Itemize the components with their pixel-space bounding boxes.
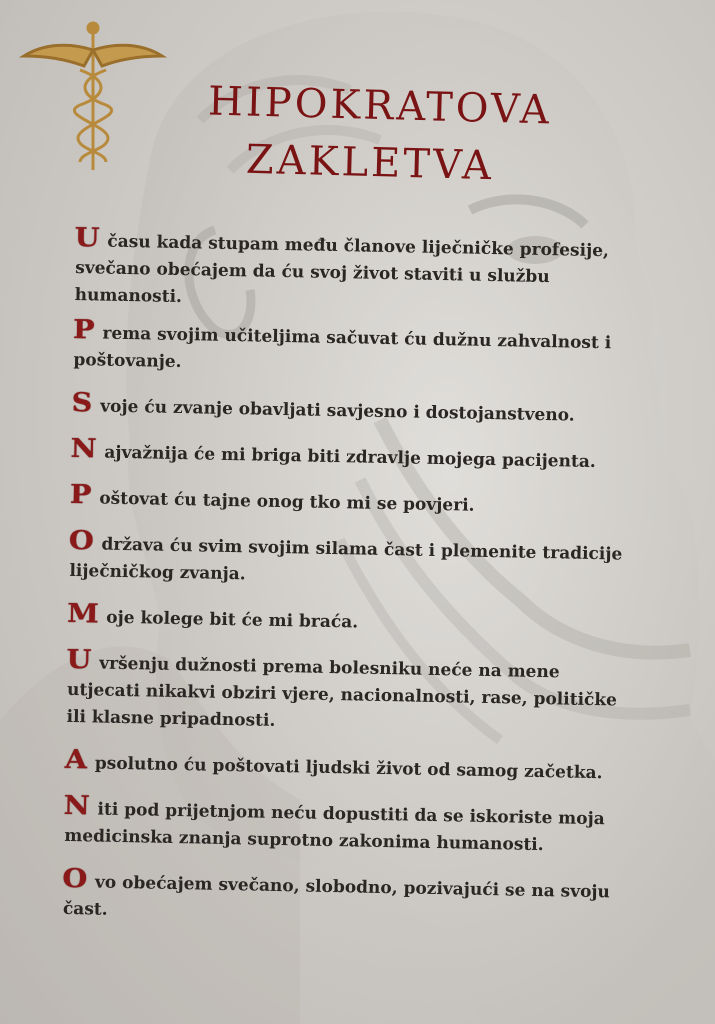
oath-text xyxy=(62,222,694,935)
dropcap: N xyxy=(70,433,97,465)
oath-line: svečano obećajem da ću svoj život staviti u službu xyxy=(75,257,550,288)
oath-line: poštovanje. xyxy=(73,349,182,373)
oath-paragraph xyxy=(71,387,690,432)
dropcap: M xyxy=(66,598,100,630)
oath-line: medicinska znanja suprotno zakonima humanosti. xyxy=(64,825,544,856)
oath-line: voje ću zvanje obavljati savjesno i dostojanstveno. xyxy=(100,396,575,426)
dropcap: S xyxy=(71,387,93,419)
oath-line: humanosti. xyxy=(74,284,183,308)
oath-paragraph xyxy=(63,790,683,862)
dropcap: P xyxy=(72,314,95,346)
dropcap: O xyxy=(62,863,88,895)
dropcap: U xyxy=(66,644,92,676)
oath-line: času kada stupam među članove liječničke profesije, xyxy=(107,231,610,262)
dropcap: N xyxy=(63,790,91,822)
oath-line: država ću svim svojim silama čast i plemenite tradicije xyxy=(101,534,623,565)
oath-line: utjecati nikakvi obziri vjere, nacionalnosti, rase, političke xyxy=(66,679,618,711)
page-title-line2: ZAKLETVA xyxy=(245,136,495,190)
page-title-line1: HIPOKRATOVA xyxy=(207,78,553,134)
oath-line: liječničkog zvanja. xyxy=(69,560,246,585)
oath-paragraph xyxy=(66,644,685,743)
oath-line: psolutno ću poštovati ljudski život od samog začetka. xyxy=(94,753,603,784)
oath-paragraph xyxy=(70,433,689,478)
oath-paragraph xyxy=(74,222,693,321)
oath-paragraph xyxy=(64,744,683,789)
dropcap: A xyxy=(64,744,88,776)
oath-line: oštovat ću tajne onog tko mi se povjeri. xyxy=(99,488,475,516)
oath-line: iti pod prijetnjom neću dopustiti da se iskoriste moja xyxy=(97,799,605,830)
dropcap: P xyxy=(69,479,92,511)
oath-paragraph xyxy=(68,525,688,597)
oath-line: ajvažnija će mi briga biti zdravlje mojega pacijenta. xyxy=(104,442,596,473)
dropcap: O xyxy=(68,525,95,557)
oath-paragraph xyxy=(72,314,692,386)
oath-line: ili klasne pripadnosti. xyxy=(66,706,276,731)
oath-line: rema svojim učiteljima sačuvat ću dužnu zahvalnost i xyxy=(102,323,612,354)
dropcap: U xyxy=(74,222,100,254)
oath-line: čast. xyxy=(62,898,108,920)
oath-line: oje kolege bit će mi braća. xyxy=(106,607,359,633)
oath-line: vršenju dužnosti prema bolesniku neće na mene xyxy=(99,653,560,683)
oath-paragraph xyxy=(69,479,689,524)
oath-paragraph xyxy=(66,598,686,643)
oath-line: vo obećajem svečano, slobodno, pozivajući se na svoju xyxy=(94,872,611,903)
